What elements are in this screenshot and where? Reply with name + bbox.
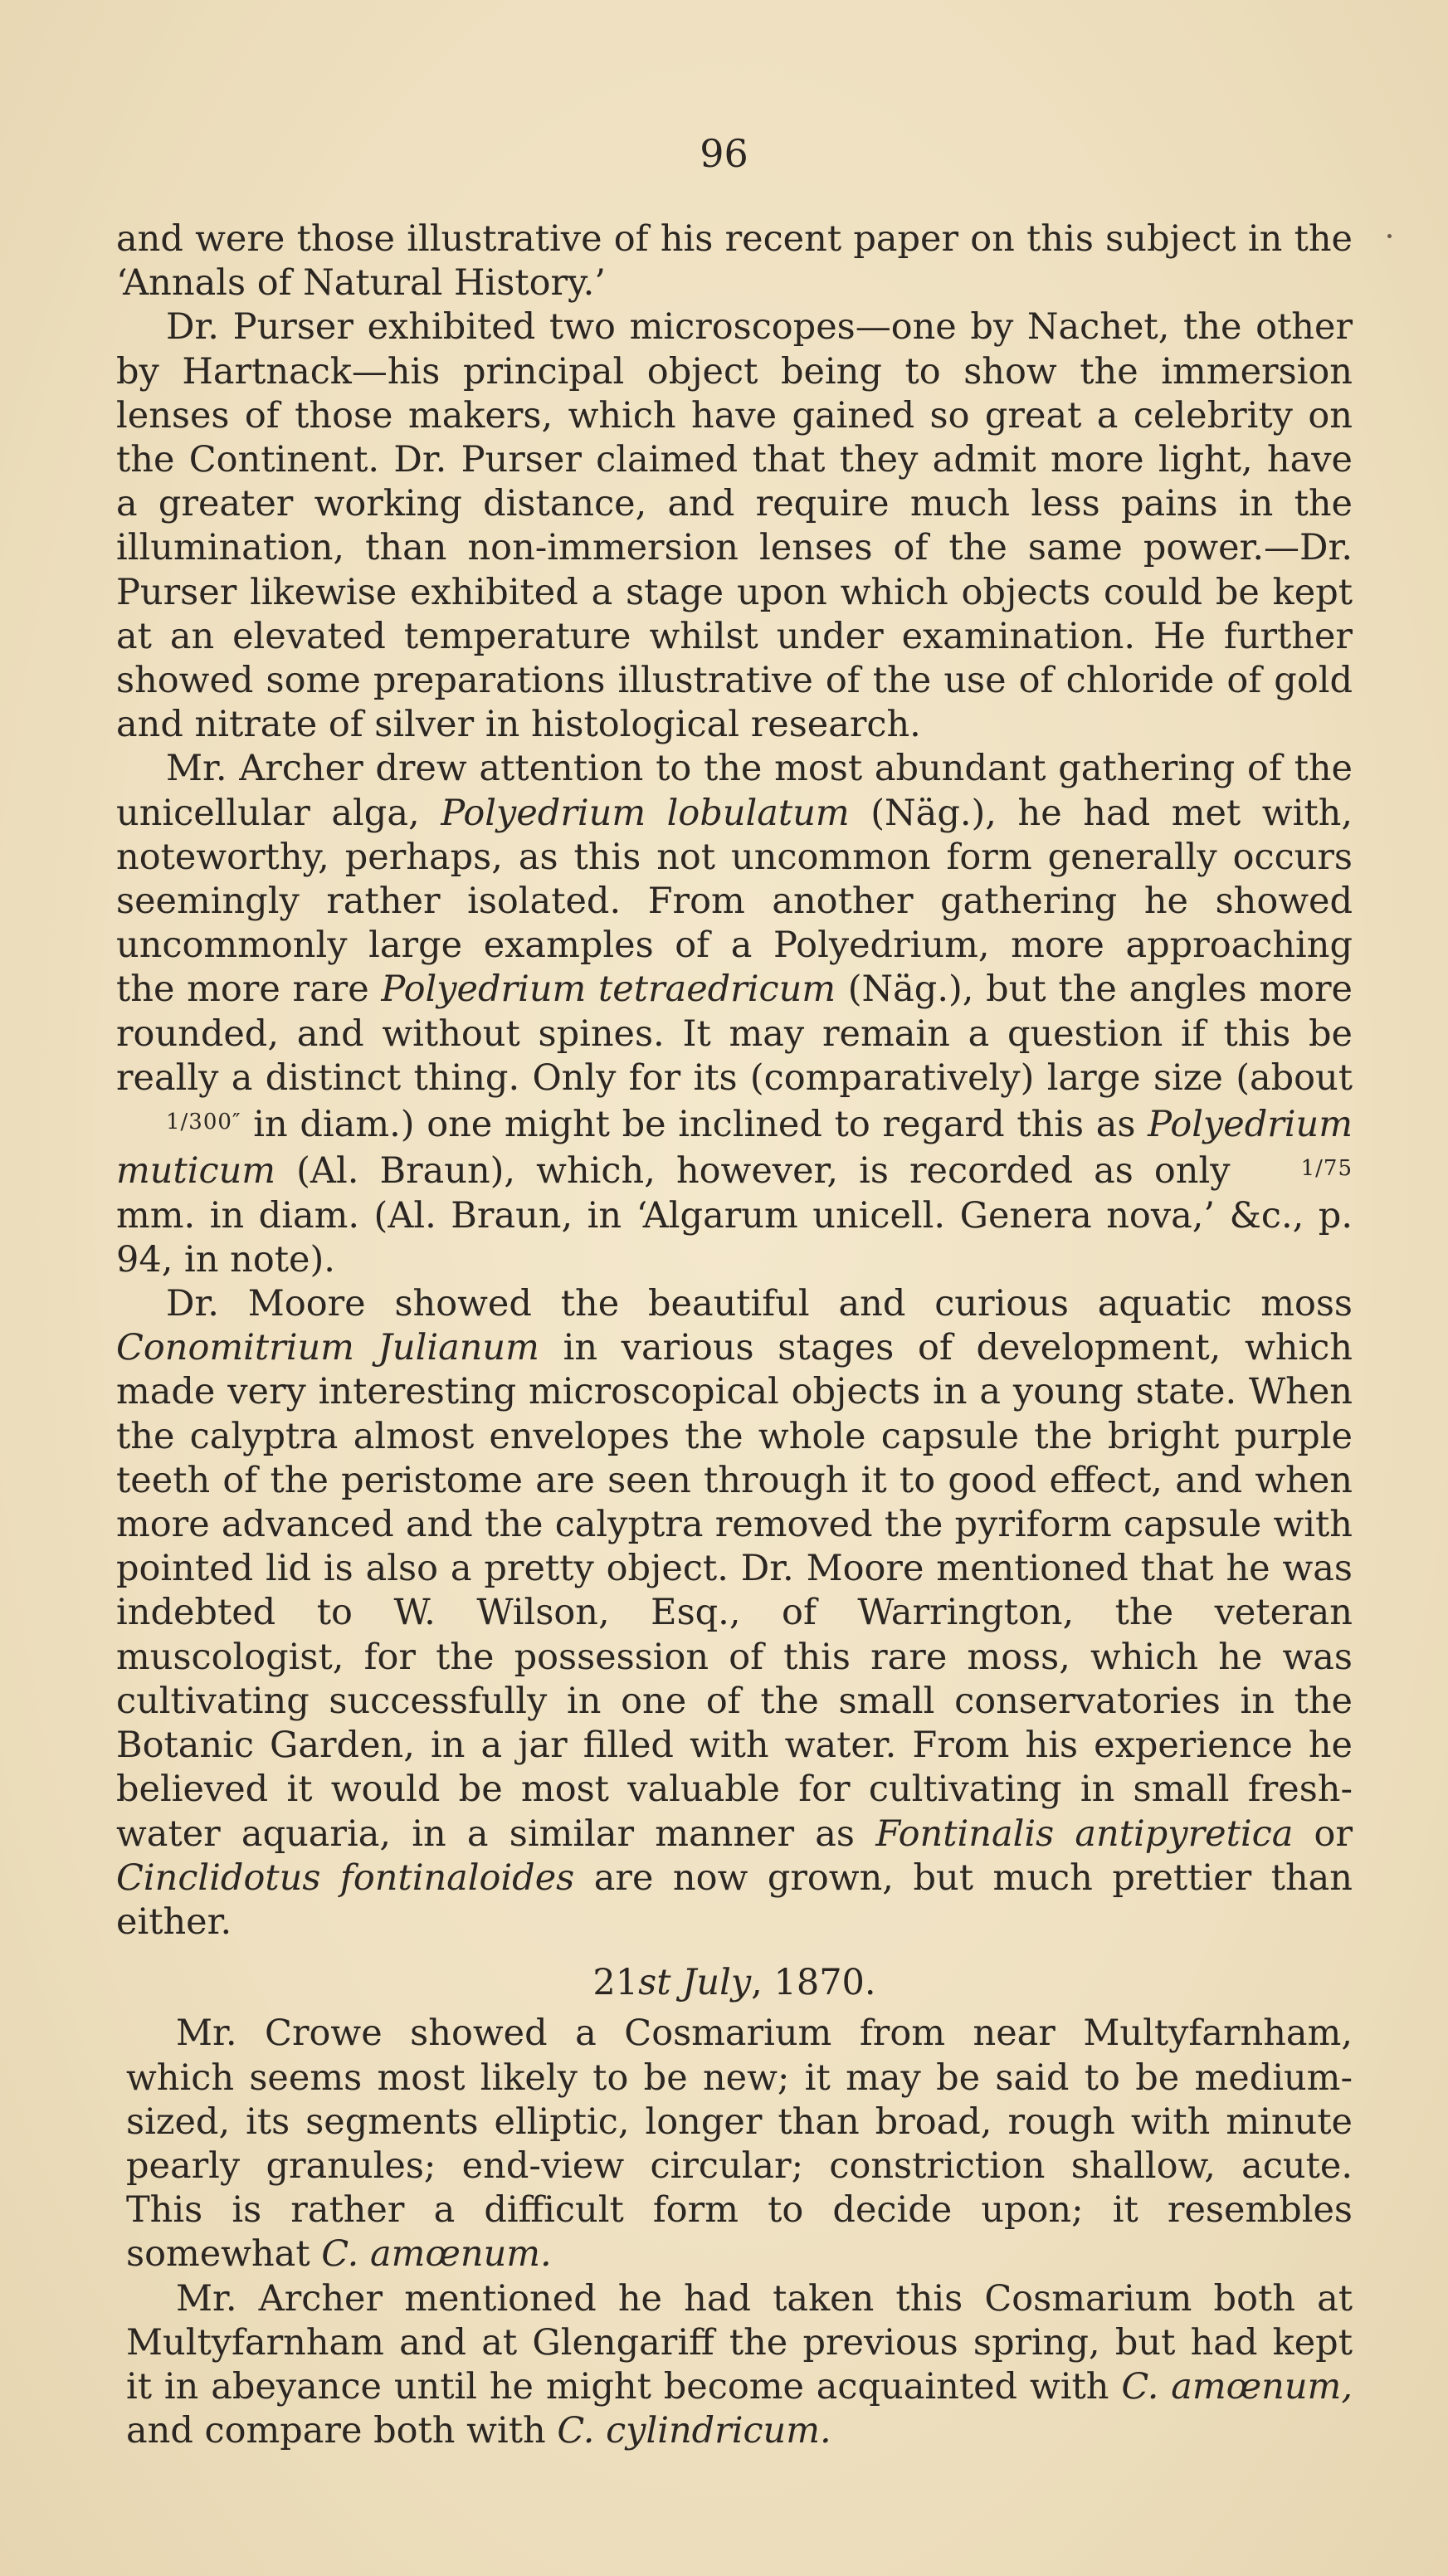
text-run: (Näg.), he had met with, noteworthy, perhaps, as this not uncommon form generally occurs seemingly rather isolated. From another gathering he showed uncommonly large examples of a Polyedrium, more approaching the more rare (116, 792, 1353, 1011)
text-run: Mr. Archer drew attention to the most abundant gathering of the unicellular alga, (116, 748, 1353, 834)
paragraph-crowe-cosmarium (126, 2012, 1353, 2276)
body-text (116, 217, 1353, 2453)
paragraph-archer-cosmarium (126, 2277, 1353, 2454)
species-name: Polyedrium tetraedricum (381, 968, 836, 1011)
text-run: (Näg.), but the angles more rounded, and without spines. It may remain a question if this be really a distinct thing. Only for its (comparatively) large size (about (116, 968, 1353, 1099)
species-name: C. amœnum. (321, 2233, 552, 2276)
text-run: mm. in diam. (Al. Braun, in ‘Algarum unicell. Genera nova,’ &c., p. 94, in note). (116, 1194, 1353, 1281)
date-suffix: st (638, 1962, 671, 2004)
species-name: Polyedrium muticum (116, 1104, 1353, 1193)
meeting-date (116, 1961, 1353, 2005)
paragraph-1: and were those illustrative of his recent paper on this subject in the ‘Annals of Natural History.’ (116, 218, 1353, 305)
species-name: C. amœnum, (1121, 2365, 1353, 2408)
species-name: Conomitrium Julianum (116, 1327, 539, 1369)
text-run: (Al. Braun), which, however, is recorded as only (275, 1150, 1251, 1193)
species-name: Polyedrium lobulatum (441, 792, 850, 834)
species-name: Cinclidotus fontinaloides (116, 1856, 575, 1899)
paragraph-archer-polyedrium (116, 747, 1353, 1282)
text-run: Dr. Moore showed the beautiful and curious aquatic moss (166, 1283, 1353, 1325)
species-name: C. cylindricum. (557, 2410, 831, 2452)
page-number: 96 (700, 131, 748, 176)
paragraph-moore-moss (116, 1282, 1353, 1944)
date-day: 21 (592, 1962, 639, 2004)
paragraph-purser: Dr. Purser exhibited two microscopes—one by Nachet, the other by Hartnack—his principal object being to show the immersion lenses of those makers, which have gained so great a celebrity on the Continent. Dr. Purser claimed that they admit more light, have a greater working distance, and require much less pains in the illumination, than non-immersion lenses of the same power.—Dr. Purser likewise exhibited a stage upon which objects could be kept at an elevated temperature whilst under examination. He further showed some preparations illustrative of the use of chloride of gold and nitrate of silver in histological research. (116, 306, 1353, 746)
text-run: in diam.) one might be inclined to regard this as (241, 1104, 1148, 1146)
text-run: Mr. Archer mentioned he had taken this Cosmarium both at Multyfarnham and at Glengariff the previous spring, but had kept it in abeyance until he might become acquainted with (126, 2277, 1353, 2408)
section-july (116, 2012, 1353, 2453)
date-year: , 1870. (751, 1962, 876, 2004)
text-run: or (1293, 1812, 1353, 1855)
text-run: Mr. Crowe showed a Cosmarium from near Multyfarnham, which seems most likely to be new; it may be said to be medium-sized, its segments elliptic, longer than broad, rough with minute pearly granules; end-view circular; constriction shallow, acute. This is rather a difficult form to decide upon; it resembles somewhat (126, 2013, 1353, 2276)
margin-mark (1387, 234, 1392, 238)
date-month: July (682, 1962, 752, 2004)
fraction: 1/75 (1300, 1156, 1353, 1182)
text-run: are now grown, but much prettier than either. (116, 1856, 1353, 1943)
fraction: 1/300″ (166, 1110, 241, 1135)
text-run: in various stages of development, which made very interesting microscopical objects in a young state. When the calyptra almost envelopes the whole capsule the bright purple teeth of the peristome are seen through it to good effect, and when more advanced and the calyptra removed the pyriform capsule with pointed lid is also a pretty object. Dr. Moore mentioned that he was indebted to W. Wilson, Esq., of Warrington, the veteran muscologist, for the possession of this rare moss, which he was cultivating successfully in one of the small conservatories in the Botanic Garden, in a jar filled with water. From his experience he believed it would be most valuable for cultivating in small fresh-water aquaria, in a similar manner as (116, 1327, 1353, 1855)
species-name: Fontinalis antipyretica (875, 1812, 1294, 1855)
text-run: and compare both with (126, 2410, 558, 2452)
